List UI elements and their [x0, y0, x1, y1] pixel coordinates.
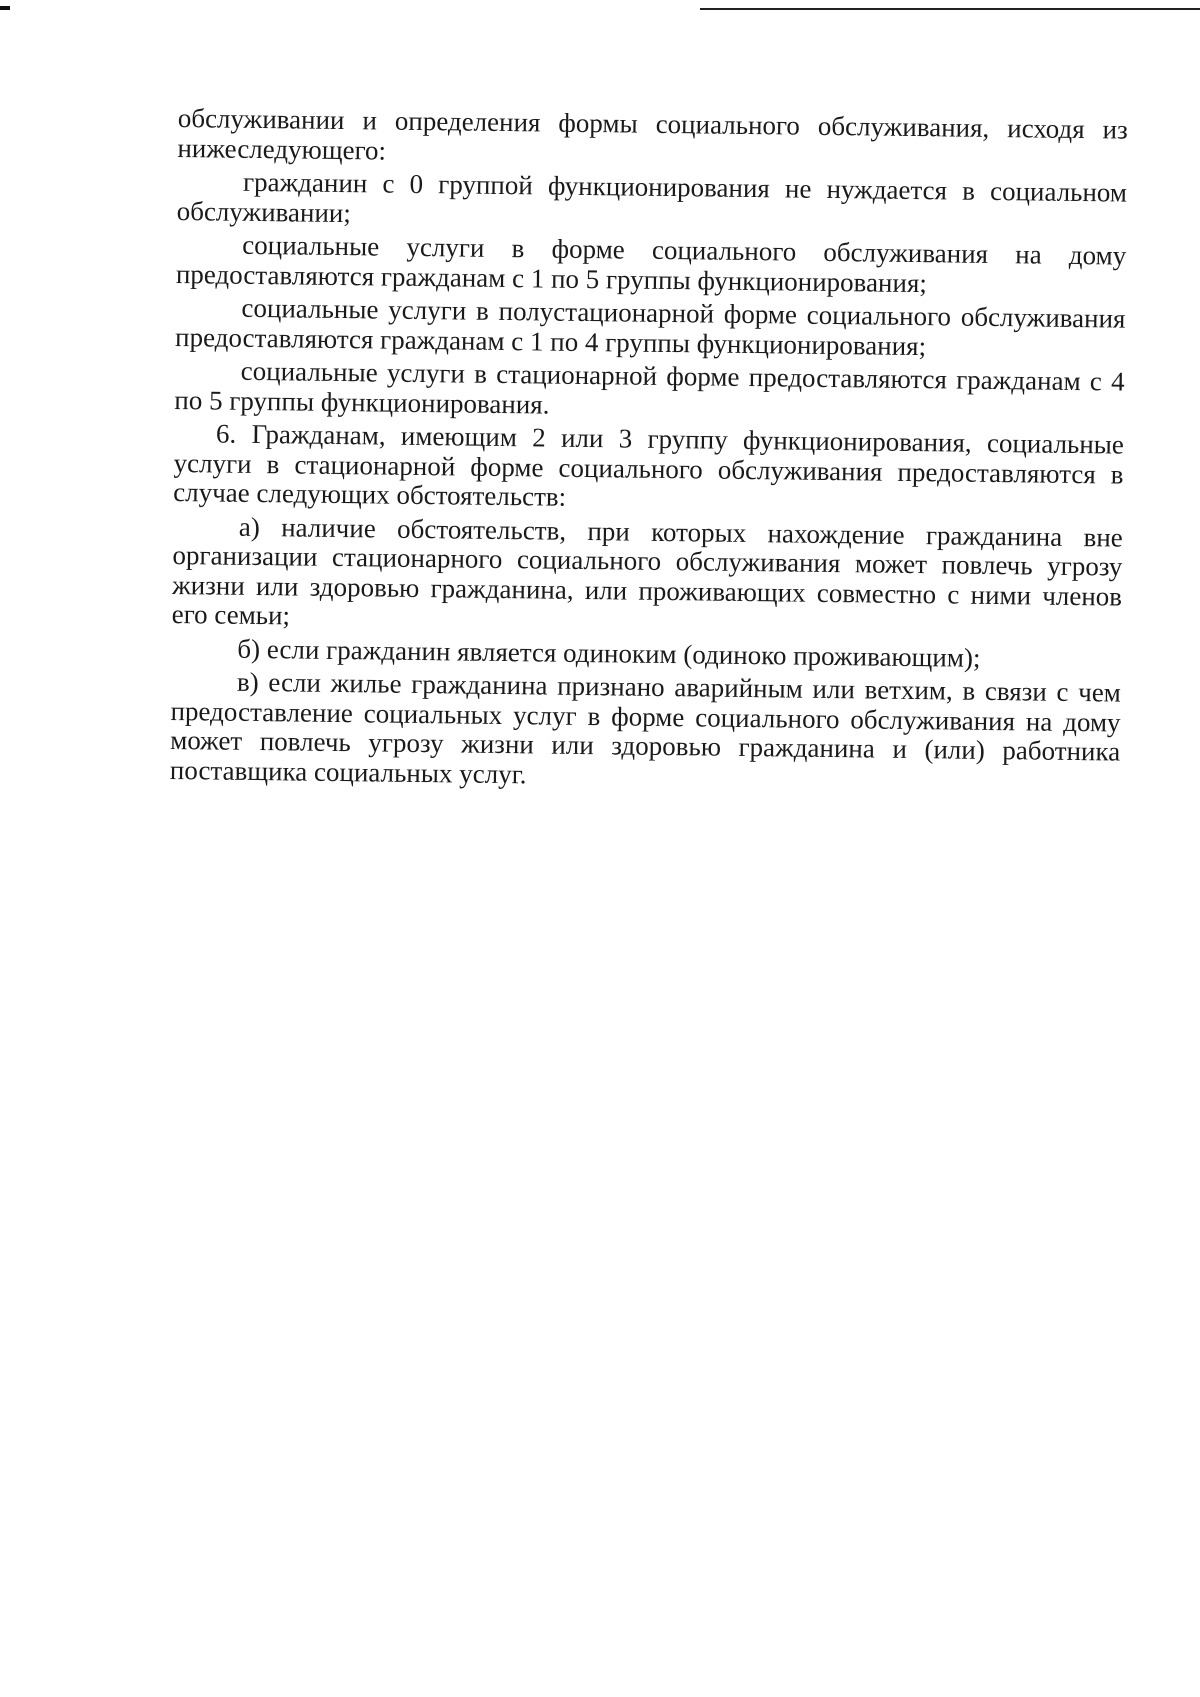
scan-mark: [0, 6, 10, 10]
paragraph-item-a: а) наличие обстоятельств, при которых нахождение гражданина вне организации стационарного социального обслуживания может повлечь угрозу жизни или здоровью гражданина, или проживающих совместно с ними членов его семьи;: [171, 511, 1123, 631]
paragraph-stationary: социальные услуги в стационарной форме предоставляются гражданам с 4 по 5 группы функционирования.: [174, 355, 1125, 420]
paragraph-semi-stationary: социальные услуги в полустационарной форме социального обслуживания предоставляются гражданам с 1 по 4 группы функционирования;: [174, 292, 1126, 361]
scan-edge-line: [700, 8, 1200, 10]
paragraph-intro: обслуживании и определения формы социального обслуживания, исходя из нижеследующего:: [177, 103, 1128, 166]
document-body: [170, 104, 1128, 801]
paragraph-item-b: б) если гражданин является одиноким (одиноко проживающим);: [237, 633, 981, 673]
paragraph-item-6: 6. Гражданам, имеющим 2 или 3 группу функционирования, социальные услуги в стационарной форме социального обслуживания предоставляются в случае следующих обстоятельств:: [173, 418, 1125, 512]
paragraph-home-service: социальные услуги в форме социального обслуживания на дому предоставляются гражданам с 1 по 5 группы функционирования;: [175, 229, 1127, 298]
paragraph-group-0: гражданин с 0 группой функционирования не нуждается в социальном обслуживании;: [176, 166, 1128, 228]
paragraph-item-v: в) если жилье гражданина признано аварийным или ветхим, в связи с чем предоставление социальных услуг в форме социального обслуживания на дому может повлечь угрозу жизни или здоровью гражданина и (или) работника поставщика социальных услуг.: [169, 666, 1122, 789]
